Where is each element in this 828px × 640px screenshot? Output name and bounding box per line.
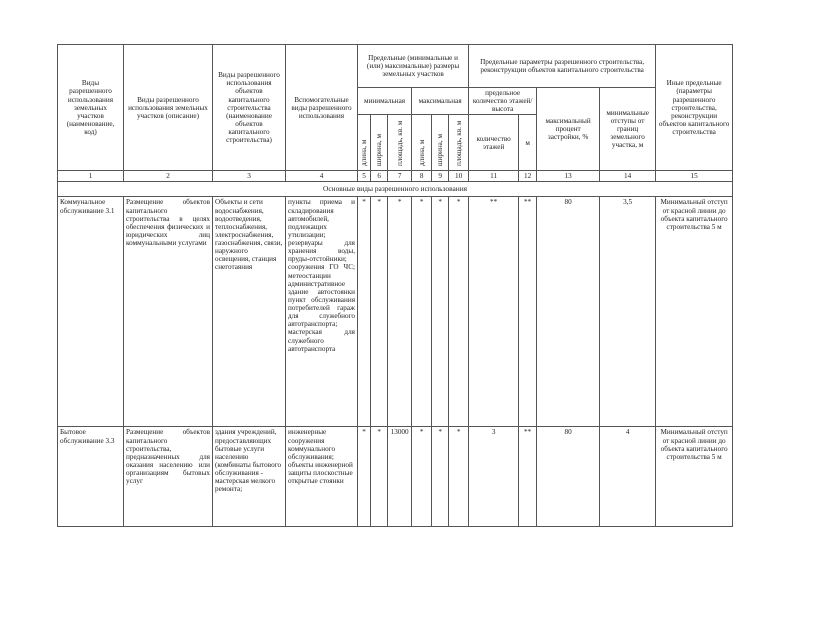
header-max-length: длина, м [412, 115, 432, 171]
cell-min-length: * [358, 427, 371, 527]
row-land-use-name: Коммунальное обслуживание 3.1 [58, 197, 124, 427]
cell-min-length: * [358, 197, 371, 427]
column-number: 4 [286, 171, 358, 182]
cell-max-area: * [449, 197, 469, 427]
row-construction-objects: Объекты и сети водоснабжения, водоотведения, теплоснабжения, электроснабжения, газоснабжения, связи, наружного освещения, станция снеготаяния [213, 197, 286, 427]
header-construction-objects: Виды разрешенного использования объектов капитального строительства (наименование объектов капитального строительства) [213, 45, 286, 171]
header-construction-parameters: Предельные параметры разрешенного строительства, реконструкции объектов капитального строительства [469, 45, 656, 88]
zoning-regulations-table [57, 44, 733, 527]
row-auxiliary-uses: инженерные сооружения коммунального обслуживания; объекты инженерной защиты плоскостные открытые стоянки [286, 427, 358, 527]
header-auxiliary-uses: Вспомогательные виды разрешенного использования [286, 45, 358, 171]
column-number: 2 [124, 171, 213, 182]
row-construction-objects: здания учреждений, предоставляющих бытовые услуги населению (комбинаты бытового обслуживания - мастерская мелкого ремонта; [213, 427, 286, 527]
column-number: 7 [388, 171, 412, 182]
column-number: 11 [469, 171, 519, 182]
header-max-width: ширина, м [432, 115, 449, 171]
column-number: 5 [358, 171, 371, 182]
cell-min-setback: 3,5 [600, 197, 656, 427]
row-auxiliary-uses: пункты приема и складирования автомобилей, подлежащих утилизации; резервуары для хранения воды, пруды-отстойники; сооружения ГО ЧС; метеостанции административное здание автостоянки пункт обслуживания потребителей гараж для служебного автотранспорта; мастерская для служебного автотранспорта [286, 197, 358, 427]
column-number: 14 [600, 171, 656, 182]
cell-max-width: * [432, 427, 449, 527]
column-number: 15 [656, 171, 733, 182]
header-other-parameters: Иные предельные (параметры разрешенного строительства, реконструкции объектов капитального строительства [656, 45, 733, 171]
header-max-area: площадь, кв. м [449, 115, 469, 171]
cell-min-area: * [388, 197, 412, 427]
header-min-area: площадь, кв. м [388, 115, 412, 171]
cell-floor-count: 3 [469, 427, 519, 527]
cell-other-parameters: Минимальный отступ от красной линии до объекта капитального строительства 5 м [656, 427, 733, 527]
section-row [58, 182, 733, 197]
column-number: 10 [449, 171, 469, 182]
column-number: 3 [213, 171, 286, 182]
cell-max-percent: 80 [537, 197, 600, 427]
row-land-use-name: Бытовое обслуживание 3.3 [58, 427, 124, 527]
cell-min-width: * [371, 197, 388, 427]
section-title: Основные виды разрешенного использования [58, 182, 733, 197]
header-minimum: минимальная [358, 88, 412, 115]
cell-height: ** [519, 427, 537, 527]
column-number: 6 [371, 171, 388, 182]
cell-max-width: * [432, 197, 449, 427]
cell-max-area: * [449, 427, 469, 527]
column-number: 13 [537, 171, 600, 182]
header-height-meters: м [519, 115, 537, 171]
header-max-building-percent: максимальный процент застройки, % [537, 88, 600, 171]
row-description: Размещение объектов капитального строительства в целях обеспечения физических и юридических лиц коммунальными услугами [124, 197, 213, 427]
cell-min-area: 13000 [388, 427, 412, 527]
header-floor-count: количество этажей [469, 115, 519, 171]
header-floors-height: предельное количество этажей/высота [469, 88, 537, 115]
table-row [58, 197, 733, 427]
column-number: 8 [412, 171, 432, 182]
cell-other-parameters: Минимальный отступ от красной линии до объекта капитального строительства 5 м [656, 197, 733, 427]
cell-max-percent: 80 [537, 427, 600, 527]
header-min-length: длина, м [358, 115, 371, 171]
cell-max-length: * [412, 427, 432, 527]
cell-min-setback: 4 [600, 427, 656, 527]
column-number: 12 [519, 171, 537, 182]
header-plot-size-limits: Предельные (минимальные и (или) максимальные) размеры земельных участков [358, 45, 469, 88]
header-min-width: ширина, м [371, 115, 388, 171]
header-maximum: максимальная [412, 88, 469, 115]
header-land-use-description: Виды разрешенного использования земельных участков (описание) [124, 45, 213, 171]
column-number: 9 [432, 171, 449, 182]
header-land-use-name: Виды разрешенного использования земельных участков (наименование, код) [58, 45, 124, 171]
table-row [58, 427, 733, 527]
cell-floor-count: ** [469, 197, 519, 427]
cell-height: ** [519, 197, 537, 427]
cell-max-length: * [412, 197, 432, 427]
header-min-setbacks: минимальные отступы от границ земельного участка, м [600, 88, 656, 171]
row-description: Размещение объектов капитального строительства, предназначенных для оказания населению или организациям бытовых услуг [124, 427, 213, 527]
column-number: 1 [58, 171, 124, 182]
column-numbers-row [58, 171, 733, 182]
cell-min-width: * [371, 427, 388, 527]
